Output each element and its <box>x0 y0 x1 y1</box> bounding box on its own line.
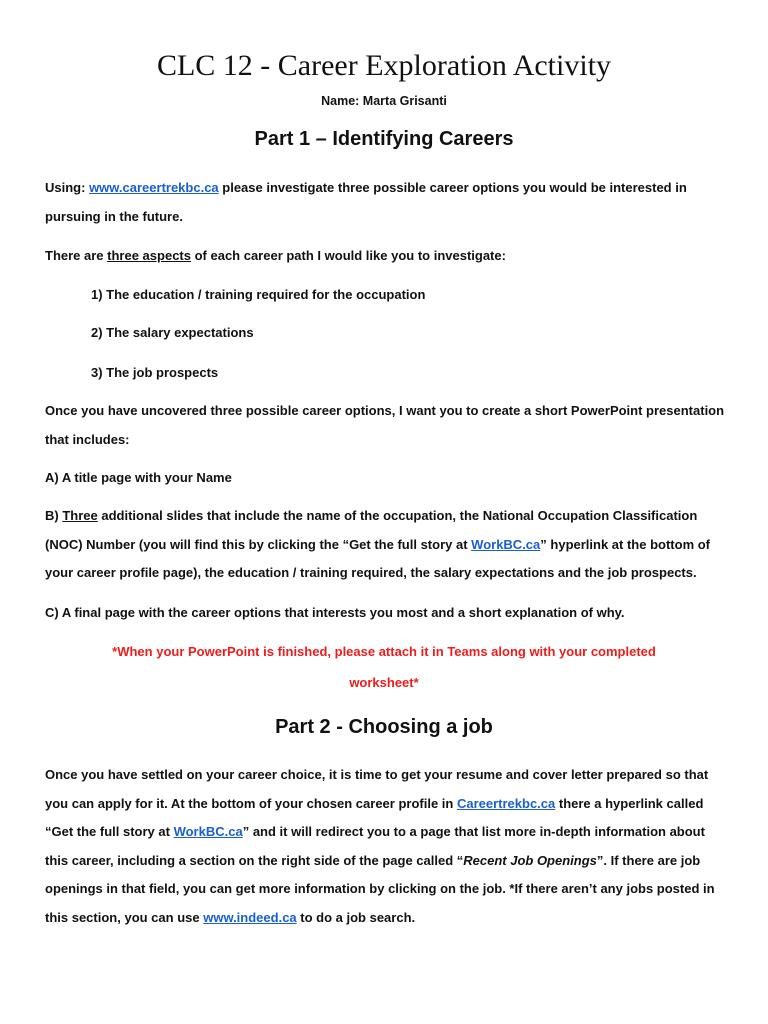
list-item: 1) The education / training required for the occupation <box>91 287 426 302</box>
part1-heading: Part 1 – Identifying Careers <box>254 128 514 150</box>
part1-intro-paragraph <box>45 174 725 231</box>
workbc-link[interactable]: WorkBC.ca <box>471 536 541 552</box>
item-b-prefix: B) <box>45 508 63 523</box>
list-item: 2) The salary expectations <box>91 325 254 340</box>
item-b-text: additional slides that include the name of the occupation, the National Occupation Classification (NOC) Number (you will find this by clicking the “Get the full story at <box>45 508 698 552</box>
part2-heading: Part 2 - Choosing a job <box>275 716 493 738</box>
part2-text: ” and it will redirect you to a page that list more in-depth information about this career, including a section on the right side of the page called “ <box>45 824 705 868</box>
list-item: 3) The job prospects <box>91 365 219 380</box>
document-title: CLC 12 - Career Exploration Activity <box>156 49 612 82</box>
three-underlined: Three <box>62 508 98 523</box>
aspects-paragraph <box>45 248 506 263</box>
workbc-link-2[interactable]: WorkBC.ca <box>173 824 243 839</box>
using-label: Using: <box>45 180 90 195</box>
part2-text: ”. If there are job openings in that field, you can get more information by clicking on the job. *If there aren’t any jobs posted in this section, you can use <box>45 852 715 925</box>
part2-paragraph <box>45 761 725 932</box>
intro-text: please investigate three possible career options you would be interested in pursuing in the future. <box>45 180 687 224</box>
indeed-link[interactable]: www.indeed.ca <box>203 909 297 925</box>
aspects-text-before: There are <box>45 248 108 263</box>
red-notice-line2: worksheet* <box>349 675 419 690</box>
red-notice-line1: *When your PowerPoint is finished, please attach it in Teams along with your completed <box>112 644 656 659</box>
careertrekbc-link[interactable]: www.careertrekbc.ca <box>89 180 219 195</box>
item-b <box>45 502 725 588</box>
student-name: Name: Marta Grisanti <box>321 94 447 108</box>
part2-text: there a hyperlink called “Get the full story at <box>45 795 704 839</box>
part2-text: to do a job search. <box>296 909 416 925</box>
item-b-text-end: ” hyperlink at the bottom of your career profile page), the education / training required, the salary expectations and the job prospects. <box>45 536 711 580</box>
item-c: C) A final page with the career options that interests you most and a short explanation of why. <box>45 605 625 620</box>
item-a: A) A title page with your Name <box>45 470 232 485</box>
aspects-text-after: of each career path I would like you to investigate: <box>190 248 506 263</box>
recent-job-openings-italic: Recent Job Openings <box>463 852 597 868</box>
part2-text: Once you have settled on your career choice, it is time to get your resume and cover letter prepared so that you can apply for it. At the bottom of your chosen career profile in <box>45 767 709 811</box>
careertrekbc-link-2[interactable]: Careertrekbc.ca <box>456 795 556 811</box>
three-aspects-underlined: three aspects <box>107 248 191 263</box>
powerpoint-paragraph: Once you have uncovered three possible career options, I want you to create a short PowerPoint presentation that includes: <box>45 403 725 447</box>
